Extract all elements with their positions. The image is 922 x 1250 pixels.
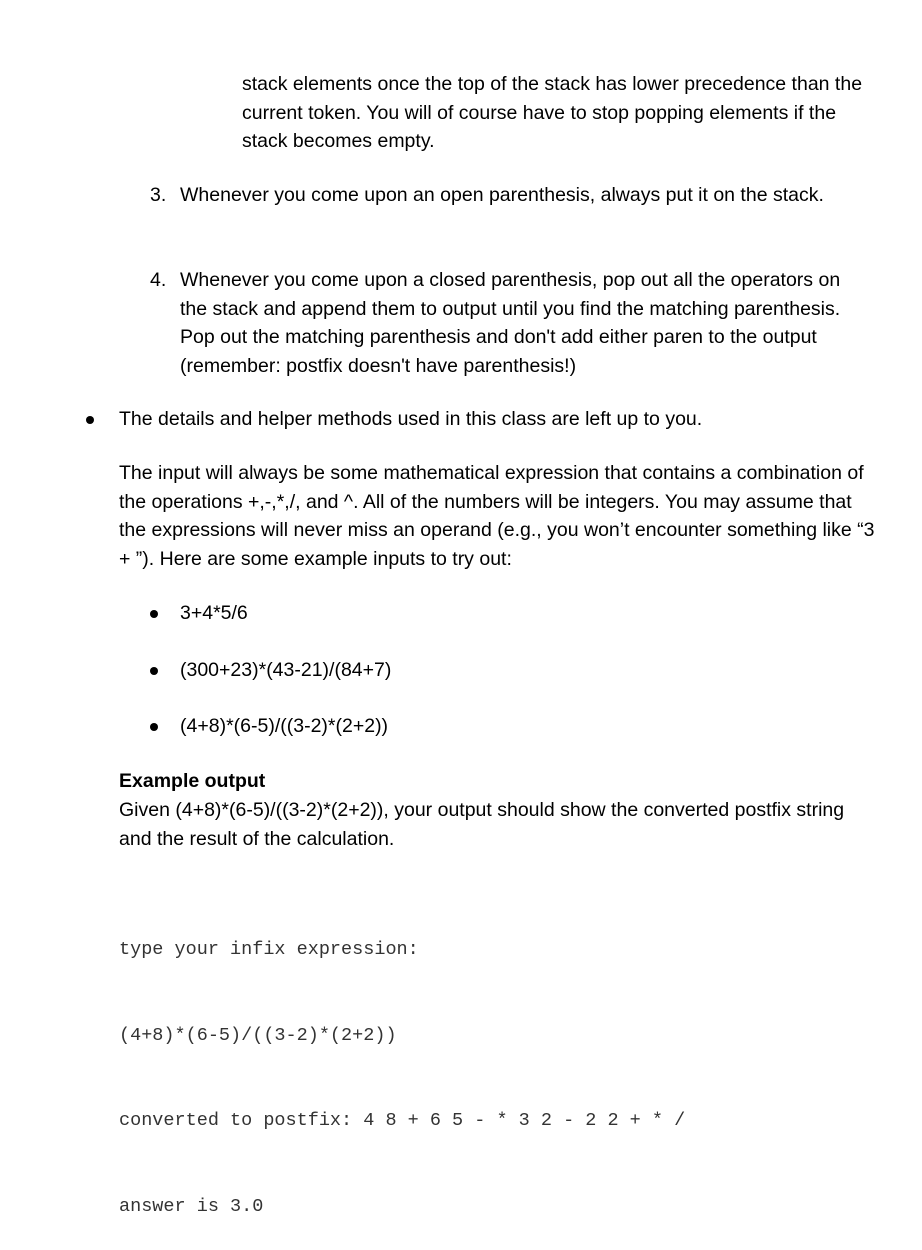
example-input-text: (300+23)*(43-21)/(84+7) bbox=[180, 659, 392, 681]
bullet-item-text: The details and helper methods used in this class are left up to you. bbox=[119, 408, 703, 430]
code-line: type your infix expression: bbox=[119, 939, 419, 960]
bullet-dot-icon bbox=[150, 667, 158, 675]
continuation-paragraph: stack elements once the top of the stack has lower precedence than the current token. You will of course have to stop popping elements if the stack becomes empty. bbox=[242, 73, 863, 152]
bullet-dot-icon bbox=[150, 723, 158, 731]
numbered-item-4 bbox=[150, 266, 870, 380]
input-description-paragraph: The input will always be some mathematical expression that contains a combination of the operations +,-,*,/, and ^. All of the numbers will be integers. You may assume that the expressions will never miss an operand (e.g., you won’t encounter something like “3 + ”). Here are some example inputs to try out: bbox=[119, 462, 875, 570]
bullet-item-details bbox=[86, 405, 866, 434]
numbered-item-text: Whenever you come upon an open parenthesis, always put it on the stack. bbox=[180, 184, 824, 206]
example-output-description: Given (4+8)*(6-5)/((3-2)*(2+2)), your output should show the converted postfix string and the result of the calculation. bbox=[119, 799, 845, 850]
code-line: (4+8)*(6-5)/((3-2)*(2+2)) bbox=[119, 1024, 397, 1046]
example-input-item bbox=[150, 712, 750, 741]
example-input-text: 3+4*5/6 bbox=[180, 602, 248, 624]
code-sample bbox=[119, 879, 899, 1250]
numbered-item-3 bbox=[150, 181, 870, 210]
bullet-dot-icon bbox=[86, 416, 94, 424]
example-input-text: (4+8)*(6-5)/((3-2)*(2+2)) bbox=[180, 715, 389, 737]
numbered-item-text: Whenever you come upon a closed parenthesis, pop out all the operators on the stack and append them to output until you find the matching parenthesis. Pop out the matching parenthesis and don't add either paren to the output (remember: postfix doesn't have parenthesis!) bbox=[180, 269, 841, 377]
example-output-heading: Example output bbox=[119, 770, 266, 792]
code-line: converted to postfix: 4 8 + 6 5 - * 3 2 - 2 2 + * / bbox=[119, 1110, 686, 1131]
code-line: answer is 3.0 bbox=[119, 1195, 264, 1217]
example-input-item bbox=[150, 599, 750, 628]
numbered-item-marker: 3. bbox=[150, 184, 167, 206]
bullet-dot-icon bbox=[150, 610, 158, 618]
example-input-item bbox=[150, 656, 750, 685]
numbered-item-marker: 4. bbox=[150, 269, 167, 291]
